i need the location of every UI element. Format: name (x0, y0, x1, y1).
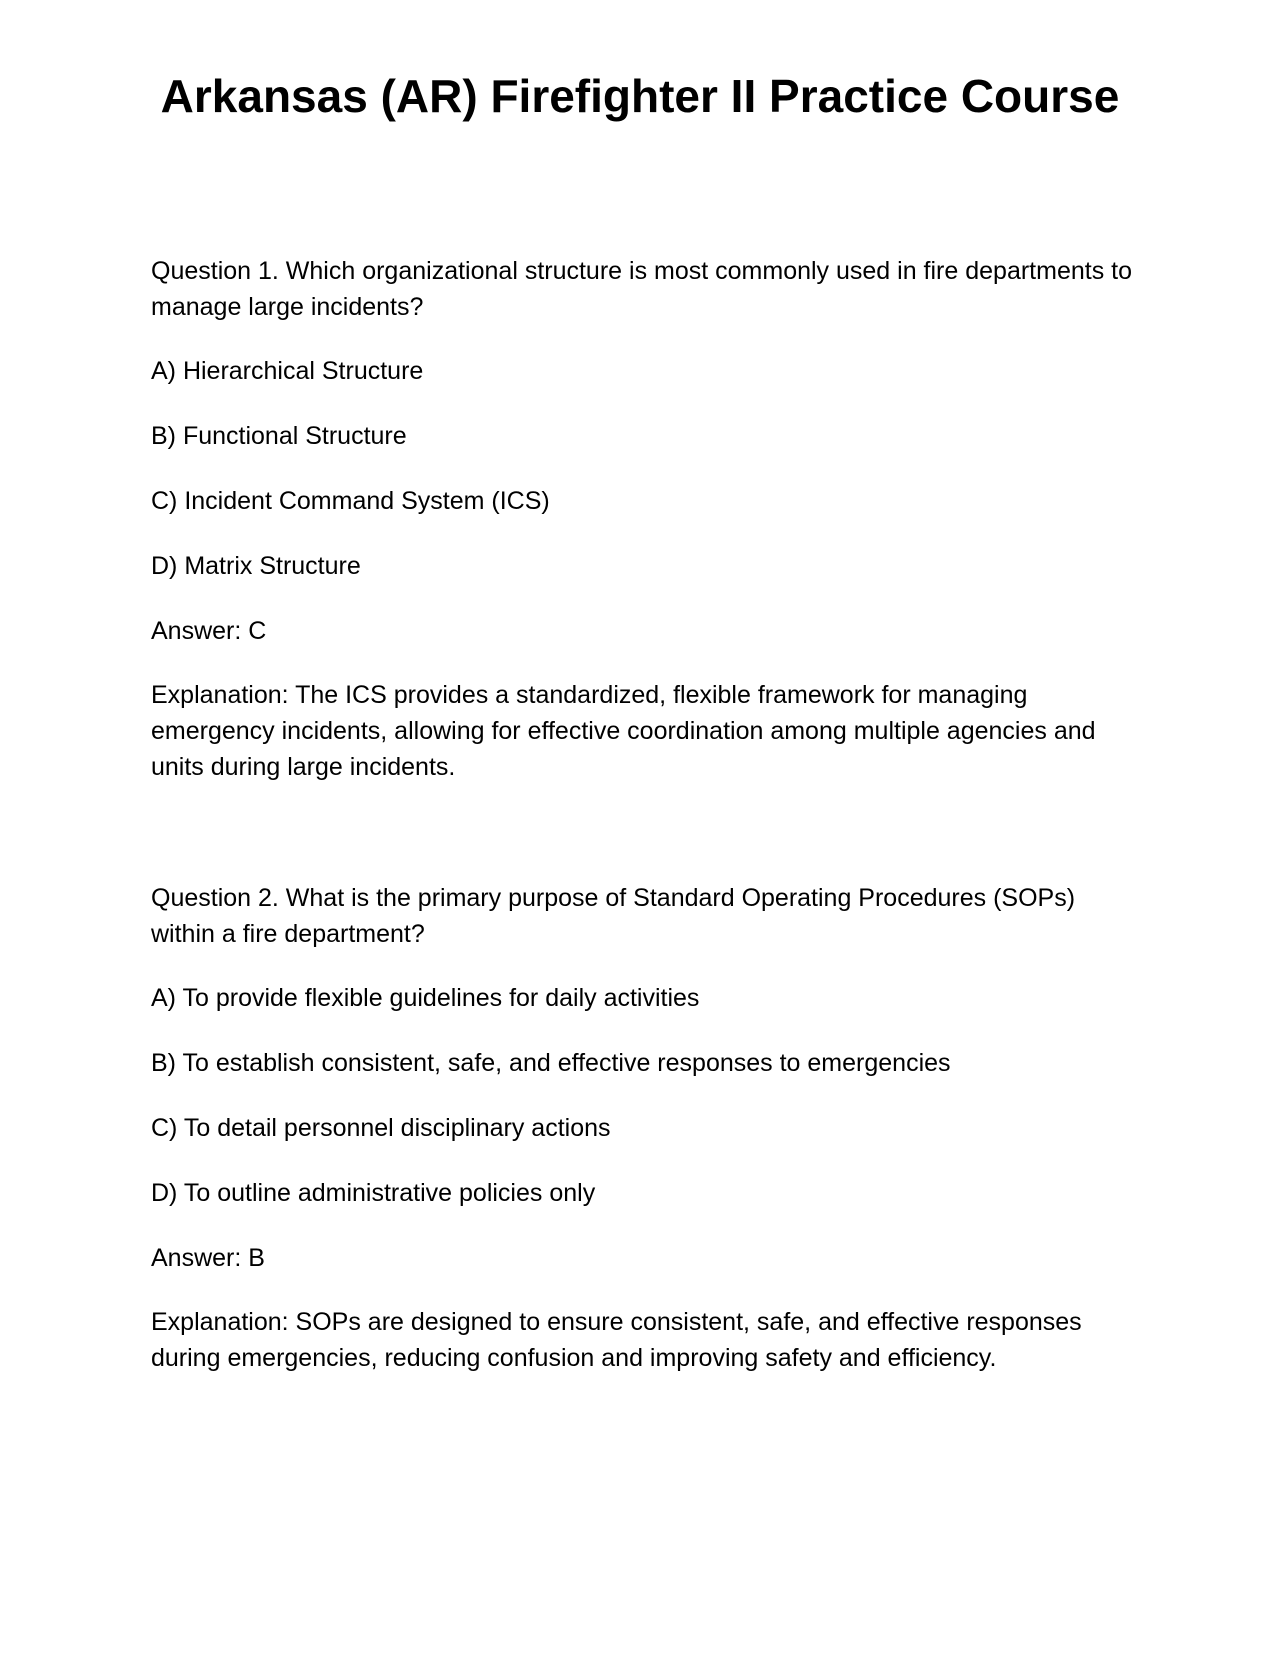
answer-option: C) To detail personnel disciplinary actions (151, 1114, 611, 1142)
question-text: Question 1. Which organizational structure is most commonly used in fire departments to manage large incidents? (151, 257, 1132, 321)
answer-explanation: Explanation: SOPs are designed to ensure consistent, safe, and effective responses during emergencies, reducing confusion and improving safety and efficiency. (151, 1308, 1082, 1372)
correct-answer: Answer: C (151, 617, 267, 645)
question-text: Question 2. What is the primary purpose of Standard Operating Procedures (SOPs) within a fire department? (151, 884, 1076, 948)
answer-option: D) To outline administrative policies only (151, 1179, 596, 1207)
correct-answer: Answer: B (151, 1244, 265, 1272)
answer-explanation: Explanation: The ICS provides a standardized, flexible framework for managing emergency incidents, allowing for effective coordination among multiple agencies and units during large incidents. (151, 681, 1096, 781)
answer-option: B) To establish consistent, safe, and effective responses to emergencies (151, 1049, 951, 1077)
question-block (151, 880, 1141, 1376)
question-block (151, 253, 1141, 785)
document-title: Arkansas (AR) Firefighter II Practice Course (160, 70, 1120, 122)
answer-option: A) To provide flexible guidelines for daily activities (151, 984, 700, 1012)
answer-option: D) Matrix Structure (151, 552, 361, 580)
answer-option: A) Hierarchical Structure (151, 357, 424, 385)
answer-option: C) Incident Command System (ICS) (151, 487, 550, 515)
answer-option: B) Functional Structure (151, 422, 407, 450)
